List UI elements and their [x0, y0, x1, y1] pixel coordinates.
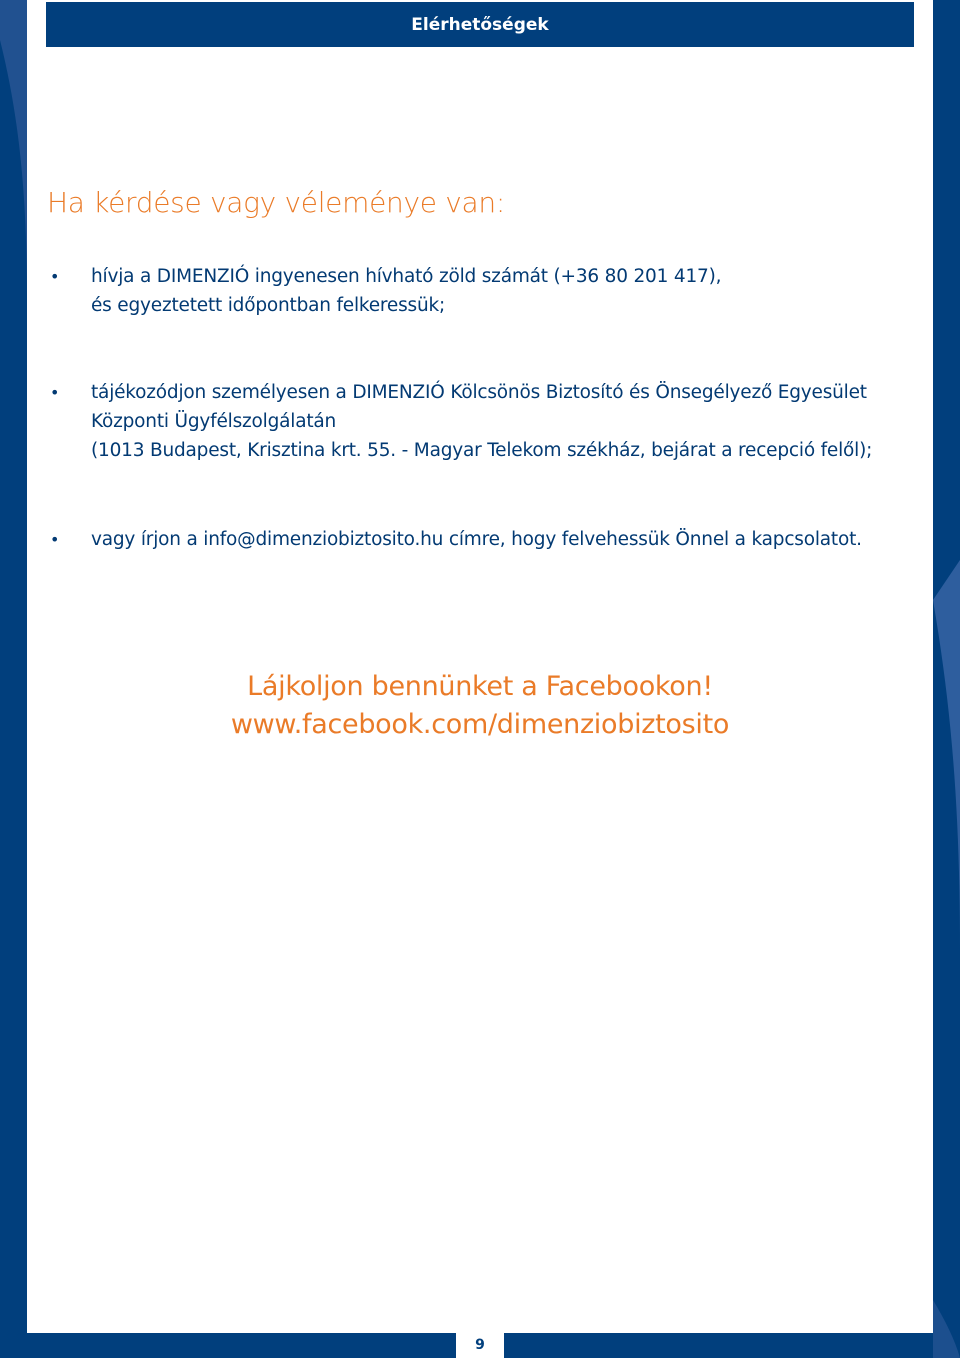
bullet-icon: • [50, 267, 60, 286]
list-item-line: (1013 Budapest, Krisztina krt. 55. - Magyar Telekom székház, bejárat a recepció felől); [91, 440, 873, 461]
section-header-bar [46, 2, 914, 47]
bullet-icon: • [50, 530, 60, 549]
facebook-link[interactable]: www.facebook.com/dimenziobiztosito [230, 709, 730, 740]
list-item-phone [50, 262, 930, 320]
bullet-icon: • [50, 383, 60, 402]
list-item-email [50, 525, 930, 554]
list-item-line: Központi Ügyfélszolgálatán [91, 411, 337, 432]
section-title: Elérhetőségek [411, 14, 549, 35]
list-item-line: tájékozódjon személyesen a DIMENZIÓ Kölcsönös Biztosító és Önsegélyező Egyesület [91, 382, 867, 403]
list-item-line[interactable]: vagy írjon a info@dimenziobiztosito.hu címre, hogy felvehessük Önnel a kapcsolatot. [91, 529, 862, 550]
contact-heading: Ha kérdése vagy véleménye van: [47, 186, 505, 219]
page-number-box [456, 1332, 504, 1358]
list-item-line: és egyeztetett időpontban felkeressük; [91, 295, 446, 316]
facebook-invite: Lájkoljon bennünket a Facebookon! [247, 671, 713, 702]
list-item-line: hívja a DIMENZIÓ ingyenesen hívható zöld számát (+36 80 201 417), [91, 266, 722, 287]
page-number: 9 [475, 1337, 485, 1353]
list-item-in-person [50, 378, 930, 465]
